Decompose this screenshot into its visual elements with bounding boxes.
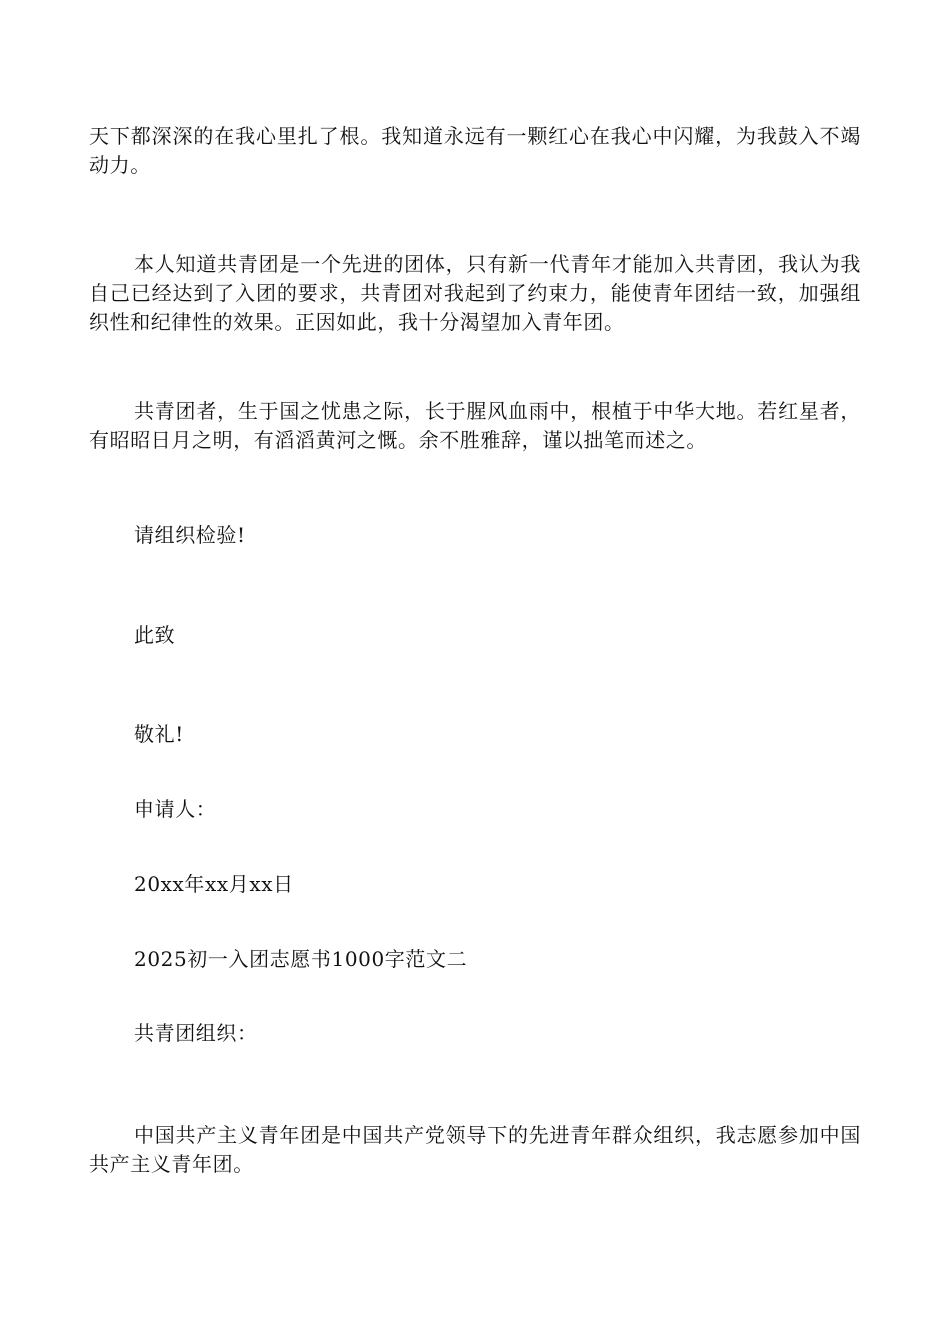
closing-cizhi: 此致 — [134, 623, 176, 647]
applicant-label: 申请人： — [134, 797, 217, 821]
paragraph-league-intro: 中国共产主义青年团是中国共产党领导下的先进青年群众组织，我志愿参加中国共产主义青年团。 — [89, 1123, 861, 1176]
closing-jingli: 敬礼! — [134, 722, 184, 746]
salutation: 共青团组织： — [134, 1021, 258, 1045]
paragraph-about-league: 本人知道共青团是一个先进的团体，只有新一代青年才能加入共青团，我认为我自己已经达到了入团的要求，共青团对我起到了约束力，能使青年团结一致，加强组织性和纪律性的效果。正因如此，我十分渴望加入青年团。 — [89, 252, 861, 334]
request-review-line: 请组织检验! — [134, 523, 246, 547]
paragraph-league-praise: 共青团者，生于国之忧患之际，长于腥风血雨中，根植于中华大地。若红星者，有昭昭日月之明，有滔滔黄河之慨。余不胜雅辞，谨以拙笔而述之。 — [89, 399, 861, 452]
section-title-two: 2025初一入团志愿书1000字范文二 — [134, 947, 468, 971]
paragraph-red-heart: 天下都深深的在我心里扎了根。我知道永远有一颗红心在我心中闪耀，为我鼓入不竭动力。 — [89, 124, 861, 177]
date-line: 20xx年xx月xx日 — [134, 872, 294, 896]
